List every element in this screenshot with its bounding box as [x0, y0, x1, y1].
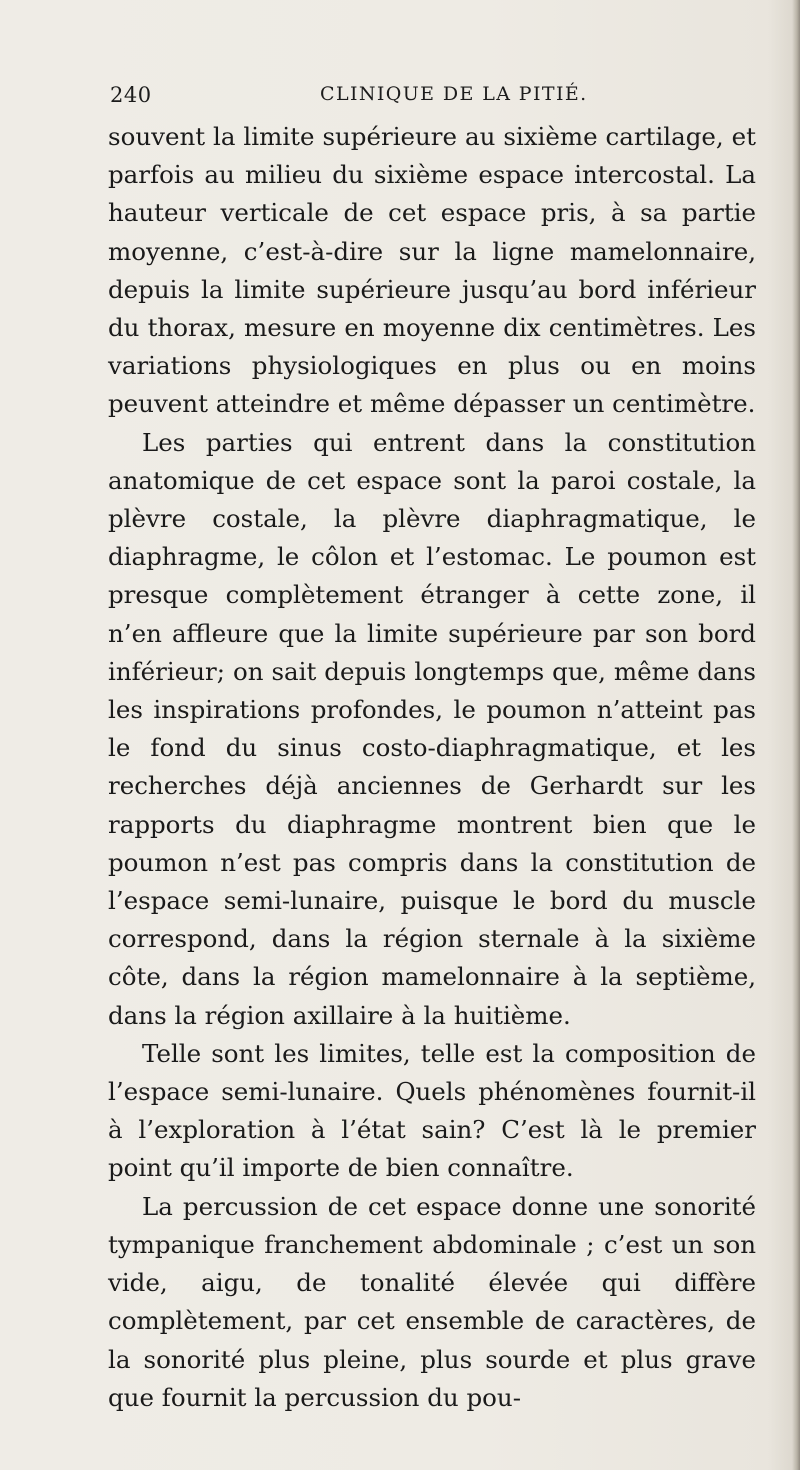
paragraph: Telle sont les limites, telle est la composition de l’espace semi-lunaire. Quels phénomènes fournit-il à l’exploration à l’état sain? C’est là le premier point qu’il importe de bien connaître.	[108, 1038, 756, 1183]
running-title: CLINIQUE DE LA PITIÉ.	[320, 83, 588, 105]
page-number: 240	[110, 83, 152, 107]
page-edge-shadow	[792, 0, 800, 1470]
paragraph: Les parties qui entrent dans la constitution anatomique de cet espace sont la paroi costale, la plèvre costale, la plèvre diaphragmatique, le diaphragme, le côlon et l’estomac. Le poumon est presque complètement étranger à cette zone, il n’en affleure que la limite supérieure par son bord inférieur; on sait depuis longtemps que, même dans les inspirations profondes, le poumon n’atteint pas le fond du sinus costo-diaphragmatique, et les recherches déjà anciennes de Gerhardt sur les rapports du diaphragme montrent bien que le poumon n’est pas compris dans la constitution de l’espace semi-lunaire, puisque le bord du muscle correspond, dans la région sternale à la sixième côte, dans la région mamelonnaire à la septième, dans la région axillaire à la huitième.	[108, 427, 756, 1030]
paragraph: La percussion de cet espace donne une sonorité tympanique franchement abdominale ; c’est un son vide, aigu, de tonalité élevée qui diffère complètement, par cet ensemble de caractères, de la sonorité plus pleine, plus sourde et plus grave que fournit la percussion du pou-	[108, 1191, 756, 1412]
paragraph-continued: souvent la limite supérieure au sixième cartilage, et parfois au milieu du sixième espace intercostal. La hauteur verticale de cet espace pris, à sa partie moyenne, c’est-à-dire sur la ligne mamelonnaire, depuis la limite supérieure jusqu’au bord inférieur du thorax, mesure en moyenne dix centimètres. Les variations physiologiques en plus ou en moins peuvent atteindre et même dépasser un centimètre.	[108, 122, 756, 419]
body-text	[108, 118, 756, 1417]
running-head	[110, 83, 750, 117]
